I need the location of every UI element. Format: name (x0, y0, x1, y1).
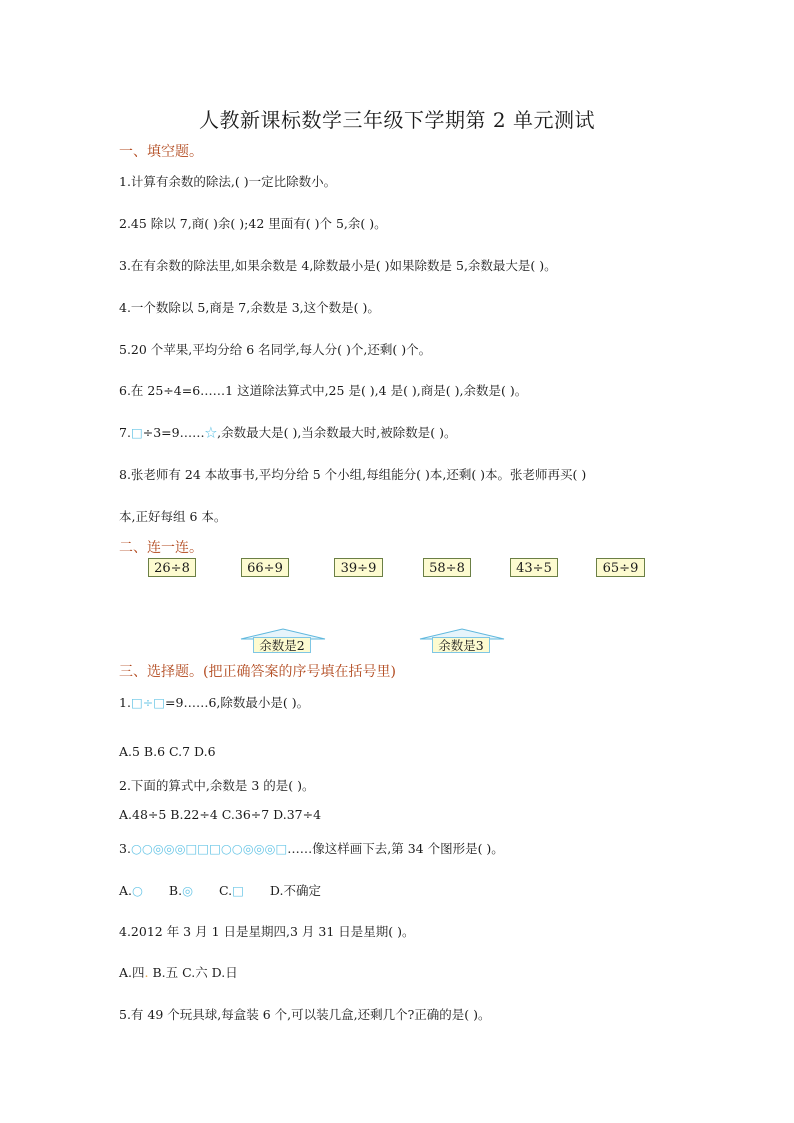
house-label: 余数是3 (432, 637, 490, 653)
division-card: 65÷9 (596, 558, 645, 577)
cq1-text: =9……6,除数最小是( )。 (165, 695, 310, 710)
division-card: 26÷8 (148, 558, 196, 577)
fill-question-4: 4.一个数除以 5,商是 7,余数是 3,这个数是( )。 (119, 300, 380, 315)
division-card: 39÷9 (334, 558, 383, 577)
cq3-number: 3. (119, 841, 131, 856)
option-a: A.四 (119, 965, 145, 980)
section-fill-in-heading: 一、填空题。 (119, 144, 203, 160)
remainder-house-3 (418, 628, 506, 656)
q7-text: ,余数最大是( ),当余数最大时,被除数是( )。 (217, 425, 457, 440)
fill-question-3: 3.在有余数的除法里,如果余数是 4,除数最小是( )如果除数是 5,余数最大是( )。 (119, 258, 557, 273)
option-c: C. (219, 883, 233, 898)
dot-mark: . (144, 965, 149, 980)
fill-question-2: 2.45 除以 7,商( )余( );42 里面有( )个 5,余( )。 (119, 216, 387, 231)
remainder-house-2 (239, 628, 327, 656)
option-a: A. (119, 883, 133, 898)
blank-box-icon: □ (153, 695, 166, 710)
fill-question-7 (119, 423, 457, 441)
division-card: 43÷5 (510, 558, 558, 577)
choice-question-3-options (119, 881, 321, 899)
choice-question-2-options: A.48÷5 B.22÷4 C.36÷7 D.37÷4 (119, 807, 322, 822)
choice-question-3 (119, 839, 504, 857)
division-card: 66÷9 (241, 558, 289, 577)
divide-sign: ÷ (142, 695, 154, 710)
page-title: 人教新课标数学三年级下学期第 2 单元测试 (199, 108, 595, 132)
cq3-text: ……像这样画下去,第 34 个图形是( )。 (287, 841, 504, 856)
choice-question-5: 5.有 49 个玩具球,每盒装 6 个,可以装几盒,还剩几个?正确的是( )。 (119, 1007, 491, 1022)
choice-question-1-options: A.5 B.6 C.7 D.6 (119, 744, 216, 759)
blank-box-icon: □ (130, 695, 143, 710)
choice-question-4: 4.2012 年 3 月 1 日是星期四,3 月 31 日是星期( )。 (119, 924, 415, 939)
shape-pattern: ○○◎◎◎□□□○○◎◎◎□ (130, 841, 288, 856)
fill-question-1: 1.计算有余数的除法,( )一定比除数小。 (119, 174, 337, 189)
q7-equation: ÷3=9…… (142, 425, 205, 440)
q7-number: 7. (119, 425, 131, 440)
choice-question-2: 2.下面的算式中,余数是 3 的是( )。 (119, 778, 315, 793)
division-card: 58÷8 (423, 558, 471, 577)
option-d: D.不确定 (269, 883, 321, 898)
fill-question-5: 5.20 个苹果,平均分给 6 名同学,每人分( )个,还剩( )个。 (119, 342, 432, 357)
option-b: B. (168, 883, 183, 898)
section-choice-heading: 三、选择题。(把正确答案的序号填在括号里) (119, 664, 396, 680)
section-match-heading: 二、连一连。 (119, 540, 203, 556)
options-rest: B.五 C.六 D.日 (148, 965, 238, 980)
house-label: 余数是2 (253, 637, 311, 653)
blank-box-icon: □ (130, 425, 143, 440)
double-circle-icon: ◎ (182, 883, 194, 898)
choice-question-4-options (119, 963, 238, 981)
fill-question-8-line2: 本,正好每组 6 本。 (119, 509, 227, 524)
cq1-number: 1. (119, 695, 131, 710)
fill-question-8-line1: 8.张老师有 24 本故事书,平均分给 5 个小组,每组能分( )本,还剩( )本。张老师再买( ) (119, 467, 587, 482)
choice-question-1 (119, 693, 309, 711)
circle-icon: ○ (132, 883, 143, 898)
square-icon: □ (232, 883, 244, 898)
fill-question-6: 6.在 25÷4=6……1 这道除法算式中,25 是( ),4 是( ),商是( ),余数是( )。 (119, 383, 528, 398)
star-icon: ☆ (204, 425, 218, 440)
